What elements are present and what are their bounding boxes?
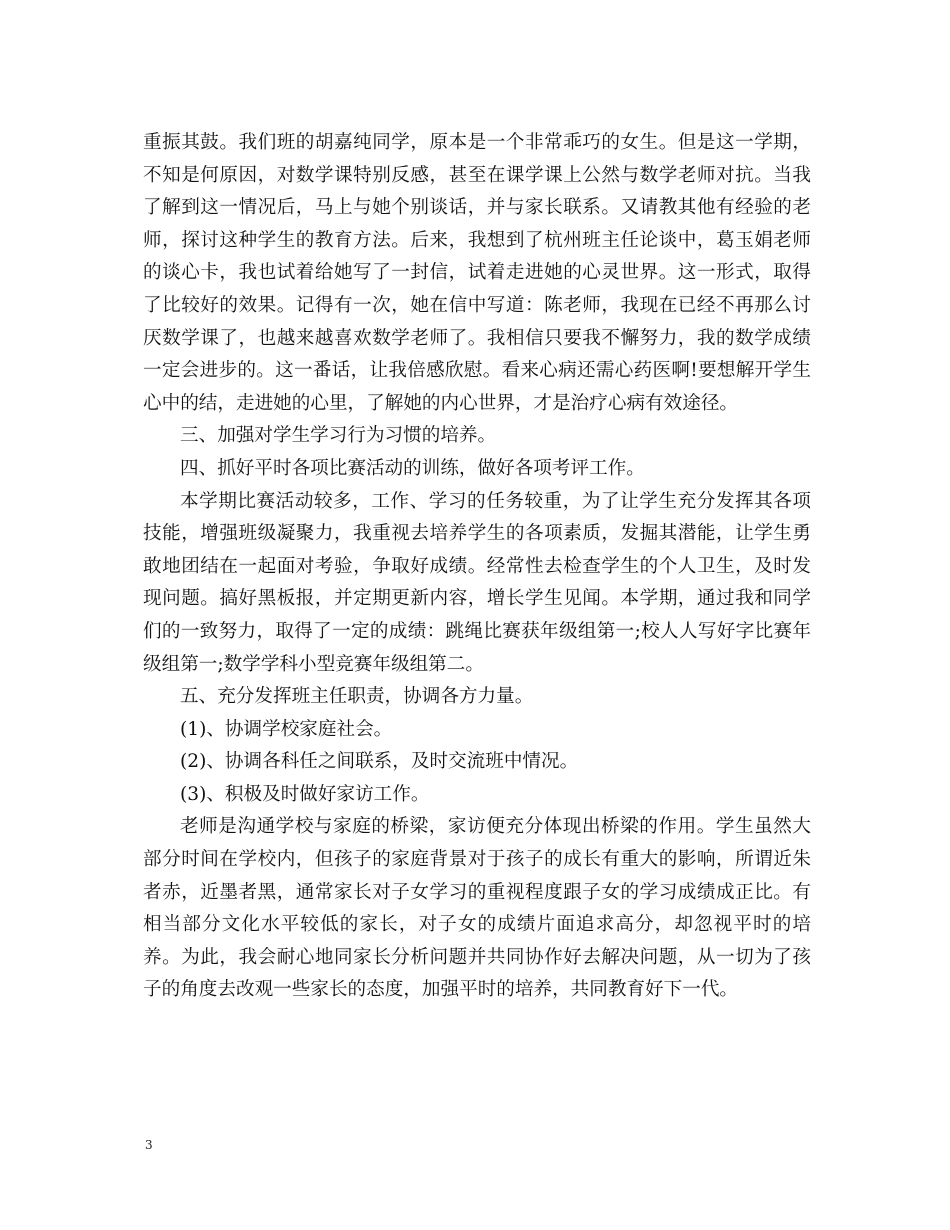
heading-section-4: 四、抓好平时各项比赛活动的训练，做好各项考评工作。 [180,457,645,479]
list-item-1: (1)、协调学校家庭社会。 [180,718,393,740]
heading-section-5: 五、充分发挥班主任职责，协调各方力量。 [180,686,534,708]
paragraph-competitions: 本学期比赛活动较多，工作、学习的任务较重，为了让学生充分发挥其各项技能，增强班级凝聚力，我重视去培养学生的各项素质，发掘其潜能，让学生勇敢地团结在一起面对考验，争取好成绩。经常性去检查学生的个人卫生，及时发现问题。搞好黑板报，并定期更新内容，增长学生见闻。本学期，通过我和同学们的一致努力，取得了一定的成绩：跳绳比赛获年级组第一;校人人写好字比赛年级组第一;数学学科小型竞赛年级组第二。 [143,490,811,675]
document-body [143,127,811,1007]
page-number: 3 [145,1138,153,1152]
paragraph-1: 重振其鼓。我们班的胡嘉纯同学，原本是一个非常乖巧的女生。但是这一学期，不知是何原因，对数学课特别反感，甚至在课学课上公然与数学老师对抗。当我了解到这一情况后，马上与她个别谈话，并与家长联系。又请教其他有经验的老师，探讨这种学生的教育方法。后来，我想到了杭州班主任论谈中，葛玉娟老师的谈心卡，我也试着给她写了一封信，试着走进她的心灵世界。这一形式，取得了比较好的效果。记得有一次，她在信中写道：陈老师，我现在已经不再那么讨厌数学课了，也越来越喜欢数学老师了。我相信只要我不懈努力，我的数学成绩一定会进步的。这一番话，让我倍感欣慰。看来心病还需心药医啊!要想解开学生心中的结，走进她的心里，了解她的内心世界，才是治疗心病有效途径。 [143,132,811,414]
list-item-2: (2)、协调各科任之间联系，及时交流班中情况。 [180,751,579,773]
list-item-3: (3)、积极及时做好家访工作。 [180,783,430,805]
heading-section-3: 三、加强对学生学习行为习惯的培养。 [180,425,497,447]
paragraph-home-visits: 老师是沟通学校与家庭的桥梁，家访便充分体现出桥梁的作用。学生虽然大部分时间在学校内，但孩子的家庭背景对于孩子的成长有重大的影响，所谓近朱者赤，近墨者黑，通常家长对子女学习的重视程度跟子女的学习成绩成正比。有相当部分文化水平较低的家长，对子女的成绩片面追求高分，却忽视平时的培养。为此，我会耐心地同家长分析问题并共同协作好去解决问题，从一切为了孩子的角度去改观一些家长的态度，加强平时的培养，共同教育好下一代。 [143,816,811,1001]
